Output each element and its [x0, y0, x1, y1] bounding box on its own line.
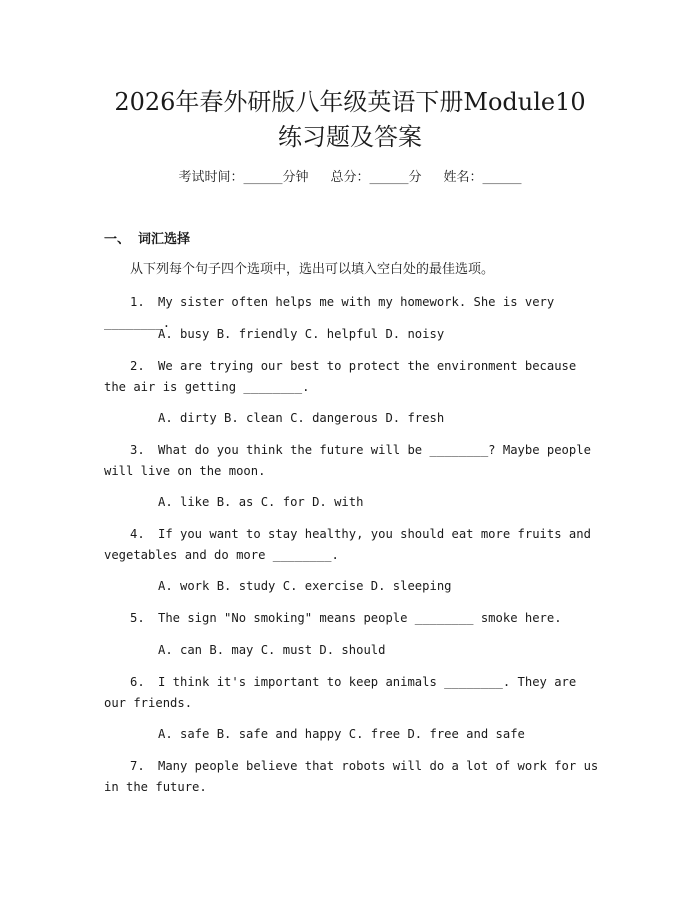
question-options: A. dirty B. clean C. dangerous D. fresh	[158, 411, 445, 425]
question-options: A. safe B. safe and happy C. free D. free and safe	[158, 727, 525, 741]
exam-meta	[0, 168, 700, 188]
section-title: 词汇选择	[138, 232, 191, 247]
question-item	[104, 524, 600, 566]
time-label: 考试时间：	[178, 170, 244, 185]
question-options: A. busy B. friendly C. helpful D. noisy	[158, 327, 445, 341]
document-title-line-2: 练习题及答案	[278, 123, 422, 151]
score-unit: 分	[408, 170, 422, 185]
question-text: I think it's important to keep animals ________. They are our friends.	[104, 675, 577, 710]
question-text: We are trying our best to protect the environment because the air is getting ________.	[104, 359, 577, 394]
score-label: 总分：	[330, 170, 370, 185]
question-number: 5.	[130, 611, 145, 625]
question-item	[104, 356, 600, 398]
section-instruction: 从下列每个句子四个选项中，选出可以填入空白处的最佳选项。	[130, 262, 495, 277]
question-number: 4.	[130, 527, 145, 541]
question-number: 6.	[130, 675, 145, 689]
question-item	[104, 756, 600, 798]
section-number: 一、	[104, 232, 131, 247]
document-title-line-1: 2026年春外研版八年级英语下册Module10	[114, 88, 586, 116]
question-text: What do you think the future will be ________? Maybe people will live on the moon.	[104, 443, 591, 478]
question-item	[104, 608, 600, 629]
time-unit: 分钟	[282, 170, 309, 185]
name-blank: ______	[482, 170, 522, 185]
question-options: A. work B. study C. exercise D. sleeping	[158, 579, 452, 593]
question-text: My sister often helps me with my homework. She is very ________.	[104, 295, 555, 330]
question-number: 7.	[130, 759, 145, 773]
question-number: 1.	[130, 295, 145, 309]
question-item	[104, 672, 600, 714]
section-heading	[104, 230, 190, 250]
question-number: 2.	[130, 359, 145, 373]
question-options: A. like B. as C. for D. with	[158, 495, 364, 509]
question-number: 3.	[130, 443, 145, 457]
question-options: A. can B. may C. must D. should	[158, 643, 386, 657]
name-label: 姓名：	[443, 170, 483, 185]
question-text: If you want to stay healthy, you should eat more fruits and vegetables and do more ________.	[104, 527, 591, 562]
question-item	[104, 440, 600, 482]
score-blank: ______	[369, 170, 409, 185]
question-text: Many people believe that robots will do a lot of work for us in the future.	[104, 759, 599, 794]
question-text: The sign "No smoking" means people ________ smoke here.	[158, 611, 562, 625]
time-blank: ______	[243, 170, 283, 185]
